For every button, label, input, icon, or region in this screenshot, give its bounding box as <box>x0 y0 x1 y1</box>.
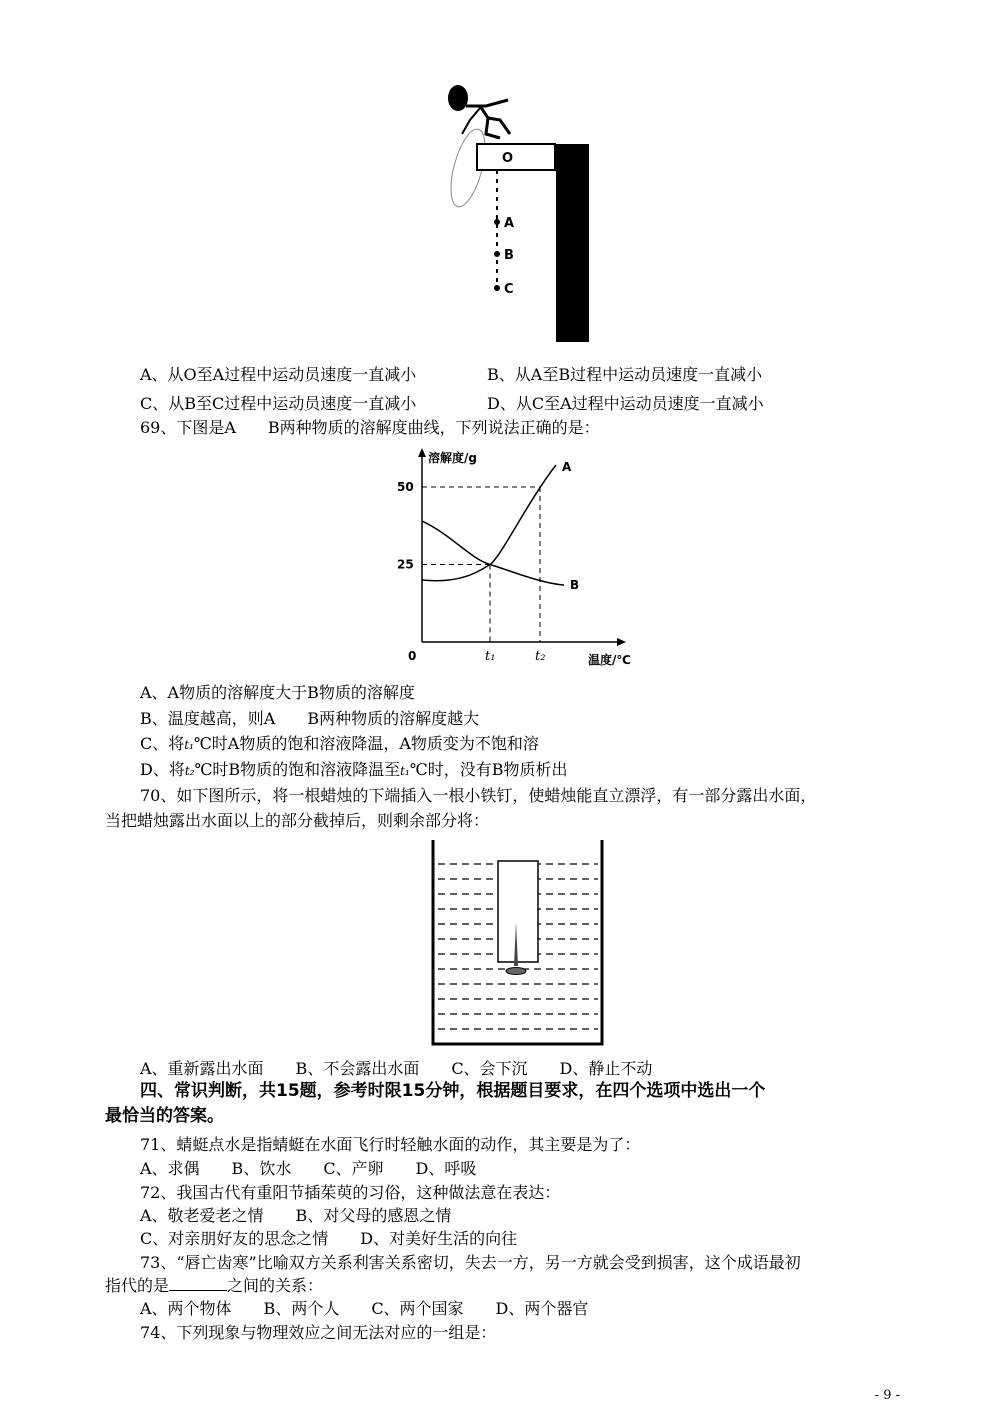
section4-line-1: 四、常识判断，共15题，参考时限15分钟，根据题目要求，在四个选项中选出一个 <box>140 1081 766 1101</box>
x-axis-arrow <box>617 638 626 646</box>
series-a-label: A <box>562 460 572 474</box>
q71-stem: 71、蜻蜓点水是指蜻蜓在水面飞行时轻触水面的动作，其主要是为了： <box>140 1135 641 1154</box>
q69-c-post: ℃时A物质的饱和溶液降温，A物质变为不饱和溶 <box>193 734 539 753</box>
q72-options-ab: A、敬老爱老之情 B、对父母的感恩之情 <box>140 1206 452 1225</box>
label-a: A <box>504 216 515 231</box>
y-axis-arrow <box>418 448 426 457</box>
q72-options-cd: C、对亲朋好友的思念之情 D、对美好生活的向往 <box>140 1229 518 1248</box>
q73-stem-1: 73、“唇亡齿寒”比喻双方关系利害关系密切，失去一方，另一方就会受到损害，这个成语最初 <box>140 1253 801 1272</box>
q69-d-pre: D、将 <box>140 760 185 779</box>
x-tick-t2: t₂ <box>535 649 546 664</box>
q73-stem-2-pre: 指代的是 <box>105 1276 170 1295</box>
q69-d-t2: t₂ <box>184 764 195 778</box>
label-o: O <box>502 151 514 166</box>
q68-option-c: C、从B至C过程中运动员速度一直减小 <box>140 394 417 413</box>
q73-stem-2 <box>105 1273 323 1296</box>
q73-stem-2-post: 之间的关系： <box>227 1276 324 1295</box>
q69-stem: 69、下图是A B两种物质的溶解度曲线，下列说法正确的是： <box>140 418 600 437</box>
q68-option-a: A、从O至A过程中运动员速度一直减小 <box>140 365 417 384</box>
q69-c-t1: t₁ <box>184 738 194 752</box>
section4-line-2: 最恰当的答案。 <box>105 1106 224 1126</box>
x-tick-t1: t₁ <box>485 649 496 664</box>
q69-option-b: B、温度越高，则A B两种物质的溶解度越大 <box>140 709 480 728</box>
solubility-chart <box>380 442 660 674</box>
q69-d-t1: t₁ <box>400 764 410 778</box>
q69-d-mid: ℃时B物质的饱和溶液降温至 <box>194 760 401 779</box>
q69-c-pre: C、将 <box>140 734 185 753</box>
candle-figure <box>430 840 605 1048</box>
x-axis-label: 温度/℃ <box>588 653 631 667</box>
diving-figure <box>440 78 600 348</box>
q69-d-post: ℃时，没有B物质析出 <box>409 760 568 779</box>
q73-blank <box>169 1276 227 1291</box>
series-b-label: B <box>570 578 580 593</box>
q70-stem-1: 70、如下图所示，将一根蜡烛的下端插入一根小铁钉，使蜡烛能直立漂浮，有一部分露出水面， <box>140 786 817 805</box>
q72-stem: 72、我国古代有重阳节插茱萸的习俗，这种做法意在表达： <box>140 1183 561 1202</box>
label-c: C <box>504 282 514 297</box>
q71-options: A、求偶 B、饮水 C、产卵 D、呼吸 <box>140 1159 477 1178</box>
q73-options: A、两个物体 B、两个人 C、两个国家 D、两个器官 <box>140 1299 589 1318</box>
series-b-line <box>422 521 564 585</box>
q70-stem-2: 当把蜡烛露出水面以上的部分截掉后，则剩余部分将： <box>105 811 490 830</box>
y-tick-50: 50 <box>397 480 414 494</box>
y-tick-25: 25 <box>397 557 414 572</box>
origin-label: 0 <box>408 649 417 663</box>
series-a-line <box>422 465 556 581</box>
q69-option-a: A、A物质的溶解度大于B物质的溶解度 <box>140 683 415 702</box>
label-b: B <box>504 248 514 263</box>
q68-option-b: B、从A至B过程中运动员速度一直减小 <box>487 365 763 384</box>
q69-option-c <box>140 731 539 754</box>
y-axis-label: 溶解度/g <box>428 451 477 465</box>
q69-option-d <box>140 757 567 780</box>
page-number: - 9 - <box>874 1388 900 1403</box>
q70-options: A、重新露出水面 B、不会露出水面 C、会下沉 D、静止不动 <box>140 1059 653 1078</box>
q68-option-d: D、从C至A过程中运动员速度一直减小 <box>487 394 764 413</box>
q74-stem: 74、下列现象与物理效应之间无法对应的一组是： <box>140 1323 497 1342</box>
